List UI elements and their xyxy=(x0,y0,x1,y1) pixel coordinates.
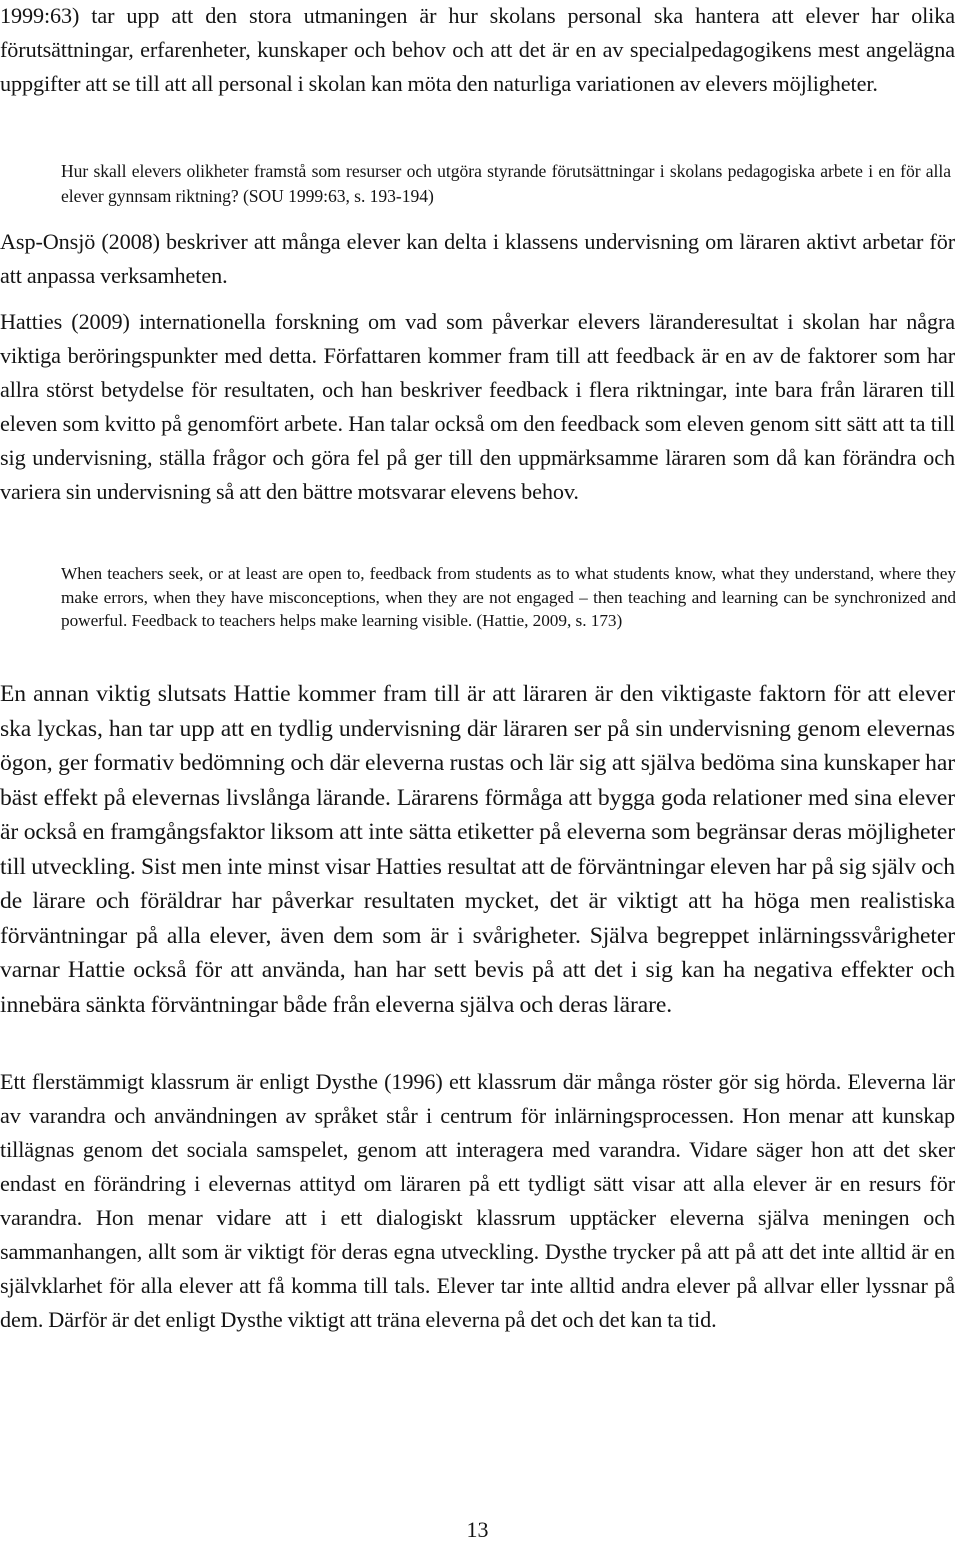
body-paragraph-hattie-conclusion: En annan viktig slutsats Hattie kommer fram till är att läraren är den viktigaste faktorn för att elever ska lyckas, han tar upp att en tydlig undervisning där läraren ser på sin undervisning genom elevernas ögon, ger formativ bedömning och där eleverna rustas och lär sig att själva bedöma sina kunskaper har bäst effekt på elevernas livslånga lärande. Lärarens förmåga att bygga goda relationer med sina elever är också en framgångsfaktor liksom att inte sätta etiketter på eleverna som begränsar deras möjligheter till utveckling. Sist men inte minst visar Hatties resultat att de förväntningar eleven har på sig själv och de lärare och föräldrar har påverkar resultaten mycket, det är viktigt att ha höga men realistiska förväntningar på alla elever, även dem som är i svårigheter. Själva begreppet inlärningssvårigheter varnar Hattie också för att använda, han har sett bevis på att det i sig kan ha negativa effekter och innebära sänkta förväntningar både från eleverna själva och deras lärare. xyxy=(0,681,955,1018)
page-number: 13 xyxy=(466,1517,489,1542)
block-quote-hattie: When teachers seek, or at least are open to, feedback from students as to what students know, what they understand, where they make errors, when they have misconceptions, when they are not engaged – then teaching and learning can be synchronized and powerful. Feedback to teachers helps make learning visible. (Hattie, 2009, s. 173) xyxy=(61,564,956,630)
block-quote-sou: Hur skall elevers olikheter framstå som resurser och utgöra styrande förutsättningar i skolans pedagogiska arbete i en för alla elever gynnsam riktning? (SOU 1999:63, s. 193-194) xyxy=(61,161,951,206)
body-paragraph-intro: 1999:63) tar upp att den stora utmaningen är hur skolans personal ska hantera att elever har olika förutsättningar, erfarenheter, kunskaper och behov och att det är en av specialpedagogikens mest angelägna uppgifter att se till att all personal i skolan kan möta den naturliga variationen av elevers möjligheter. xyxy=(0,3,955,96)
body-paragraph-asp-onsjo: Asp-Onsjö (2008) beskriver att många elever kan delta i klassens undervisning om läraren aktivt arbetar för att anpassa verksamheten. xyxy=(0,229,955,288)
body-paragraph-hattie-feedback: Hatties (2009) internationella forskning om vad som påverkar elevers läranderesultat i skolan har några viktiga beröringspunkter med detta. Författaren kommer fram till att feedback är en av de faktorer som har allra störst betydelse för resultaten, och han beskriver feedback i flera riktningar, inte bara från läraren till eleven som kvitto på genomfört arbete. Han talar också om den feedback som eleven genom sitt sätt att ta till sig undervisning, ställa frågor och göra fel på ger till den uppmärksamme läraren som då kan förändra och variera sin undervisning så att den bättre motsvarar elevens behov. xyxy=(0,309,955,504)
body-paragraph-dysthe: Ett flerstämmigt klassrum är enligt Dysthe (1996) ett klassrum där många röster gör sig hörda. Eleverna lär av varandra och användningen av språket står i centrum för inlärningsprocessen. Hon menar att kunskap tillägnas genom det sociala samspelet, genom att interagera med varandra. Vidare säger hon att det sker endast en förändring i elevernas attityd om läraren på ett tydligt sätt visar att alla elever är en resurs för varandra. Hon menar vidare att i ett dialogiskt klassrum upptäcker eleverna själva meningen och sammanhangen, allt som är viktigt för deras egna utveckling. Dysthe trycker på att på att det inte alltid är en självklarhet för alla elever att få komma till tals. Elever tar inte alltid andra elever på allvar eller lyssnar på dem. Därför är det enligt Dysthe viktigt att träna eleverna på det och det kan ta tid. xyxy=(0,1069,955,1332)
